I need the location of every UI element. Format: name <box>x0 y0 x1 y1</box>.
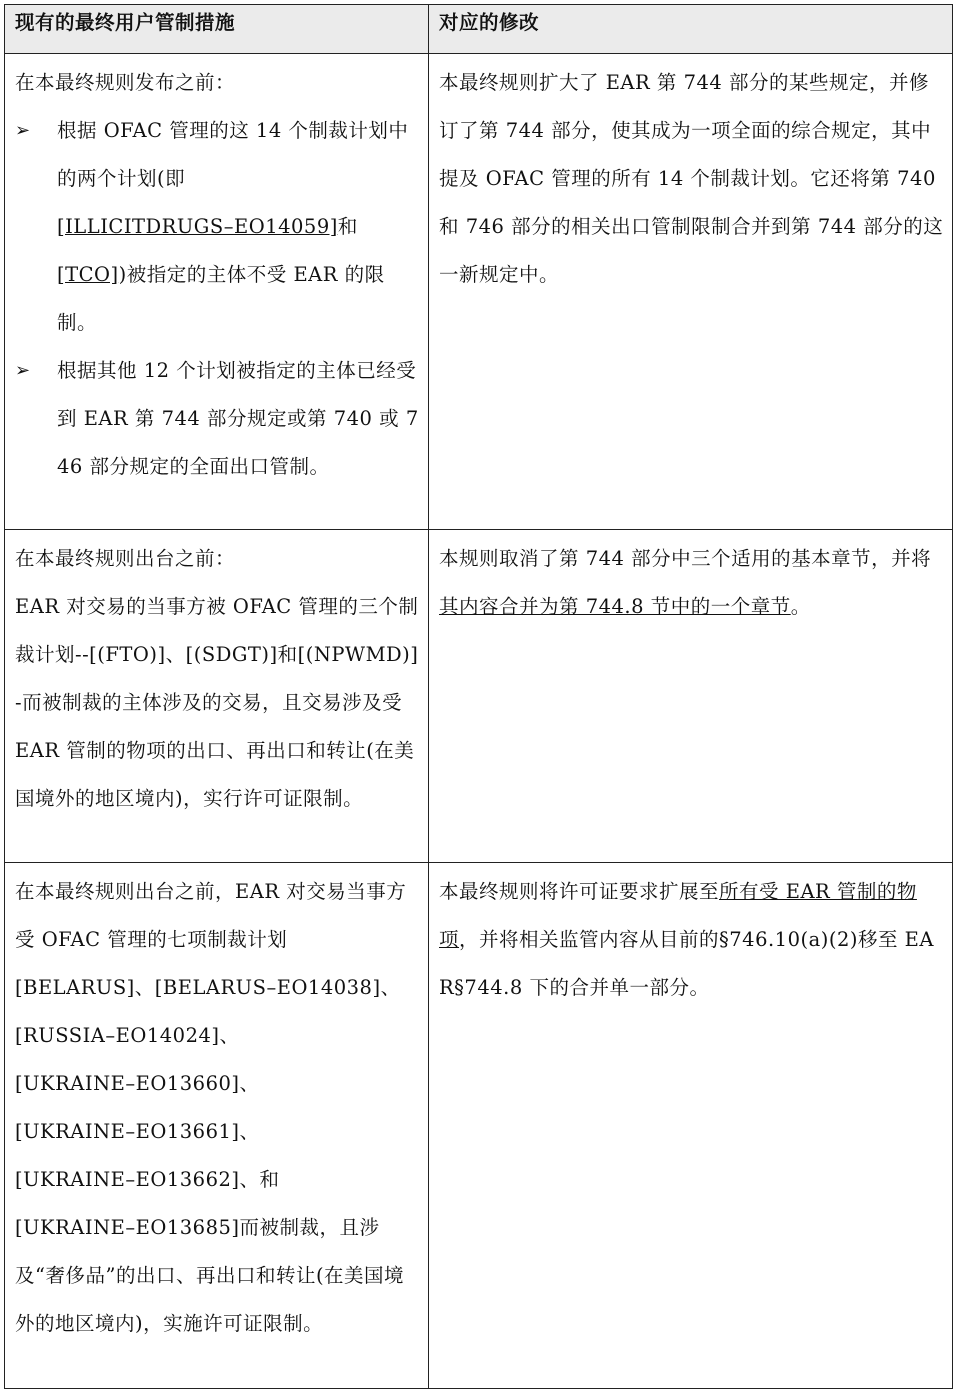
program-line: [UKRAINE–EO13660]、 <box>15 1072 260 1095</box>
row3-change-text-a: 本最终规则将许可证要求扩展至 <box>439 880 720 903</box>
header-corresponding-changes: 对应的修改 <box>429 5 953 54</box>
bullet-text <box>57 107 420 347</box>
table-row <box>5 530 953 863</box>
arrow-bullet-icon: ➢ <box>15 120 31 141</box>
row3-intro: 在本最终规则出台之前，EAR 对交易当事方受 OFAC 管理的七项制裁计划 <box>15 880 407 951</box>
bullet2-text: 根据其他 12 个计划被指定的主体已经受到 EAR 第 744 部分规定或第 740 或 746 部分规定的全面出口管制。 <box>57 359 419 478</box>
row1-change-cell: 本最终规则扩大了 EAR 第 744 部分的某些规定，并修订了第 744 部分，使其成为一项全面的综合规定，其中提及 OFAC 管理的所有 14 个制裁计划。它还将第 740 和 746 部分的相关出口管制限制合并到第 744 部分的这一新规定中。 <box>429 54 953 530</box>
table-row <box>5 863 953 1389</box>
program-line: [RUSSIA–EO14024]、 <box>15 1024 240 1047</box>
row3-body: [UKRAINE–EO13685]而被制裁，且涉及“奢侈品”的出口、再出口和转让(在美国境外的地区境内)，实施许可证限制。 <box>15 1216 405 1335</box>
row3-change-underlined: 所有受 EAR 管制的物项 <box>439 880 917 951</box>
row2-intro: 在本最终规则出台之前： <box>15 547 236 570</box>
document-page <box>4 4 952 1389</box>
row1-existing-cell <box>5 54 429 530</box>
bullet-item <box>15 107 420 347</box>
table-row <box>5 54 953 530</box>
arrow-bullet-icon: ➢ <box>15 360 31 381</box>
row3-change-text-b: ，并将相关监管内容从目前的§746.10(a)(2)移至 EAR§744.8 下的合并单一部分。 <box>439 928 934 999</box>
bullet-item <box>15 347 420 491</box>
header-existing-measures: 现有的最终用户管制措施 <box>5 5 429 54</box>
bullet1-text-b: 和 <box>337 215 358 238</box>
program-tco: [TCO] <box>57 263 119 286</box>
program-line: [UKRAINE–EO13662]、和 <box>15 1168 280 1191</box>
program-line: [UKRAINE–EO13661]、 <box>15 1120 260 1143</box>
bullet1-text-a: 根据 OFAC 管理的这 14 个制裁计划中的两个计划(即 <box>57 119 409 190</box>
bullet1-text-c: )被指定的主体不受 EAR 的限制。 <box>57 263 385 334</box>
row3-change-cell <box>429 863 953 1389</box>
row2-change-text-b: 。 <box>790 595 811 618</box>
row3-existing-cell <box>5 863 429 1389</box>
row2-change-text-a: 本规则取消了第 744 部分中三个适用的基本章节，并将 <box>439 547 932 570</box>
row2-body: EAR 对交易的当事方被 OFAC 管理的三个制裁计划--[(FTO)]、[(SDGT)]和[(NPWMD)]-而被制裁的主体涉及的交易，且交易涉及受 EAR 管制的物项的出口、再出口和转让(在美国境外的地区境内)，实行许可证限制。 <box>15 595 419 810</box>
row2-change-underlined: 其内容合并为第 744.8 节中的一个章节 <box>439 595 791 618</box>
program-illicitdrugs: [ILLICITDRUGS–EO14059] <box>57 215 338 238</box>
row1-intro: 在本最终规则发布之前： <box>15 71 236 94</box>
row2-existing-cell <box>5 530 429 863</box>
comparison-table <box>4 4 953 1389</box>
program-line: [BELARUS]、[BELARUS–EO14038]、 <box>15 976 401 999</box>
row2-change-cell <box>429 530 953 863</box>
table-header-row <box>5 5 953 54</box>
